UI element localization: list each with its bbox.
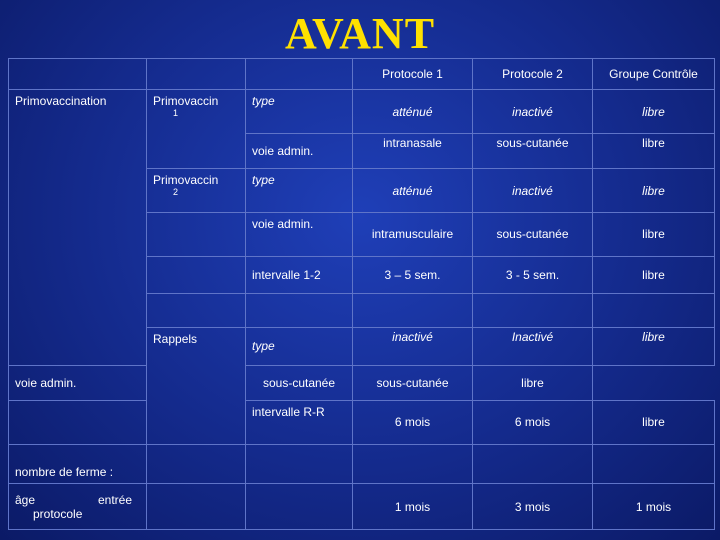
row-label: type bbox=[246, 169, 353, 213]
cell-value: 3 – 5 sem. bbox=[353, 256, 473, 293]
empty-cell bbox=[246, 59, 353, 90]
empty-cell bbox=[147, 293, 246, 327]
subsection-primovaccin-2 bbox=[147, 169, 246, 213]
row-label: voie admin. bbox=[9, 365, 147, 400]
cell-value: 1 mois bbox=[593, 484, 715, 530]
empty-cell bbox=[9, 59, 147, 90]
empty-cell bbox=[147, 212, 246, 256]
cell-value: inactivé bbox=[473, 90, 593, 134]
table-row bbox=[9, 400, 715, 444]
cell-value: sous-cutanée bbox=[473, 133, 593, 168]
row-label: type bbox=[246, 328, 353, 365]
row-label: intervalle R-R bbox=[246, 400, 353, 444]
empty-cell bbox=[473, 293, 593, 327]
empty-cell bbox=[246, 484, 353, 530]
cell-value: libre bbox=[593, 400, 715, 444]
column-header-protocole-1: Protocole 1 bbox=[353, 59, 473, 90]
cell-value: sous-cutanée bbox=[353, 365, 473, 400]
empty-cell bbox=[473, 444, 593, 484]
row-label: type bbox=[246, 90, 353, 134]
cell-value: 3 mois bbox=[473, 484, 593, 530]
column-header-groupe-controle: Groupe Contrôle bbox=[593, 59, 715, 90]
cell-value: 6 mois bbox=[473, 400, 593, 444]
table-row bbox=[9, 90, 715, 134]
table-header-row bbox=[9, 59, 715, 90]
empty-cell bbox=[9, 400, 147, 444]
table-row bbox=[9, 365, 715, 400]
farms-count-label: nombre de ferme : bbox=[9, 444, 147, 484]
empty-cell bbox=[147, 444, 246, 484]
row-label: intervalle 1-2 bbox=[246, 256, 353, 293]
age-label-part-3: protocole bbox=[33, 506, 83, 521]
age-label-part-2: entrée bbox=[97, 492, 132, 507]
section-primovaccination: Primovaccination bbox=[9, 90, 147, 365]
cell-value: 3 - 5 sem. bbox=[473, 256, 593, 293]
subsection-primovaccin-1 bbox=[147, 90, 246, 169]
age-entry-label bbox=[9, 484, 147, 530]
page-title: AVANT bbox=[284, 9, 436, 58]
empty-cell bbox=[593, 293, 715, 327]
cell-value: libre bbox=[593, 212, 715, 256]
age-label-part-1: âge bbox=[15, 492, 36, 507]
primovaccin-2-label: Primovaccin bbox=[153, 173, 219, 188]
primovaccin-1-number: 1 bbox=[173, 108, 179, 119]
cell-value: libre bbox=[593, 256, 715, 293]
row-label: voie admin. bbox=[246, 212, 353, 256]
section-rappels: Rappels bbox=[147, 328, 246, 444]
cell-value: atténué bbox=[353, 90, 473, 134]
cell-value: atténué bbox=[353, 169, 473, 213]
empty-cell bbox=[147, 484, 246, 530]
empty-cell bbox=[147, 256, 246, 293]
empty-cell bbox=[246, 444, 353, 484]
cell-value: libre bbox=[593, 133, 715, 168]
row-label: voie admin. bbox=[246, 133, 353, 168]
cell-value: libre bbox=[593, 90, 715, 134]
cell-value: intranasale bbox=[353, 133, 473, 168]
empty-cell bbox=[353, 293, 473, 327]
empty-cell bbox=[147, 59, 246, 90]
cell-value: Inactivé bbox=[473, 328, 593, 365]
empty-cell bbox=[593, 444, 715, 484]
cell-value: inactivé bbox=[473, 169, 593, 213]
cell-value: 1 mois bbox=[353, 484, 473, 530]
cell-value: sous-cutanée bbox=[473, 212, 593, 256]
primovaccin-1-label: Primovaccin bbox=[153, 94, 219, 109]
cell-value: libre bbox=[593, 328, 715, 365]
empty-cell bbox=[353, 444, 473, 484]
cell-value: intramusculaire bbox=[353, 212, 473, 256]
table-row bbox=[9, 444, 715, 484]
table-row bbox=[9, 484, 715, 530]
cell-value: inactivé bbox=[353, 328, 473, 365]
empty-cell bbox=[246, 293, 353, 327]
cell-value: sous-cutanée bbox=[246, 365, 353, 400]
vaccination-protocol-table bbox=[8, 58, 715, 530]
primovaccin-2-number: 2 bbox=[173, 187, 179, 198]
cell-value: libre bbox=[593, 169, 715, 213]
cell-value: 6 mois bbox=[353, 400, 473, 444]
column-header-protocole-2: Protocole 2 bbox=[473, 59, 593, 90]
cell-value: libre bbox=[473, 365, 593, 400]
